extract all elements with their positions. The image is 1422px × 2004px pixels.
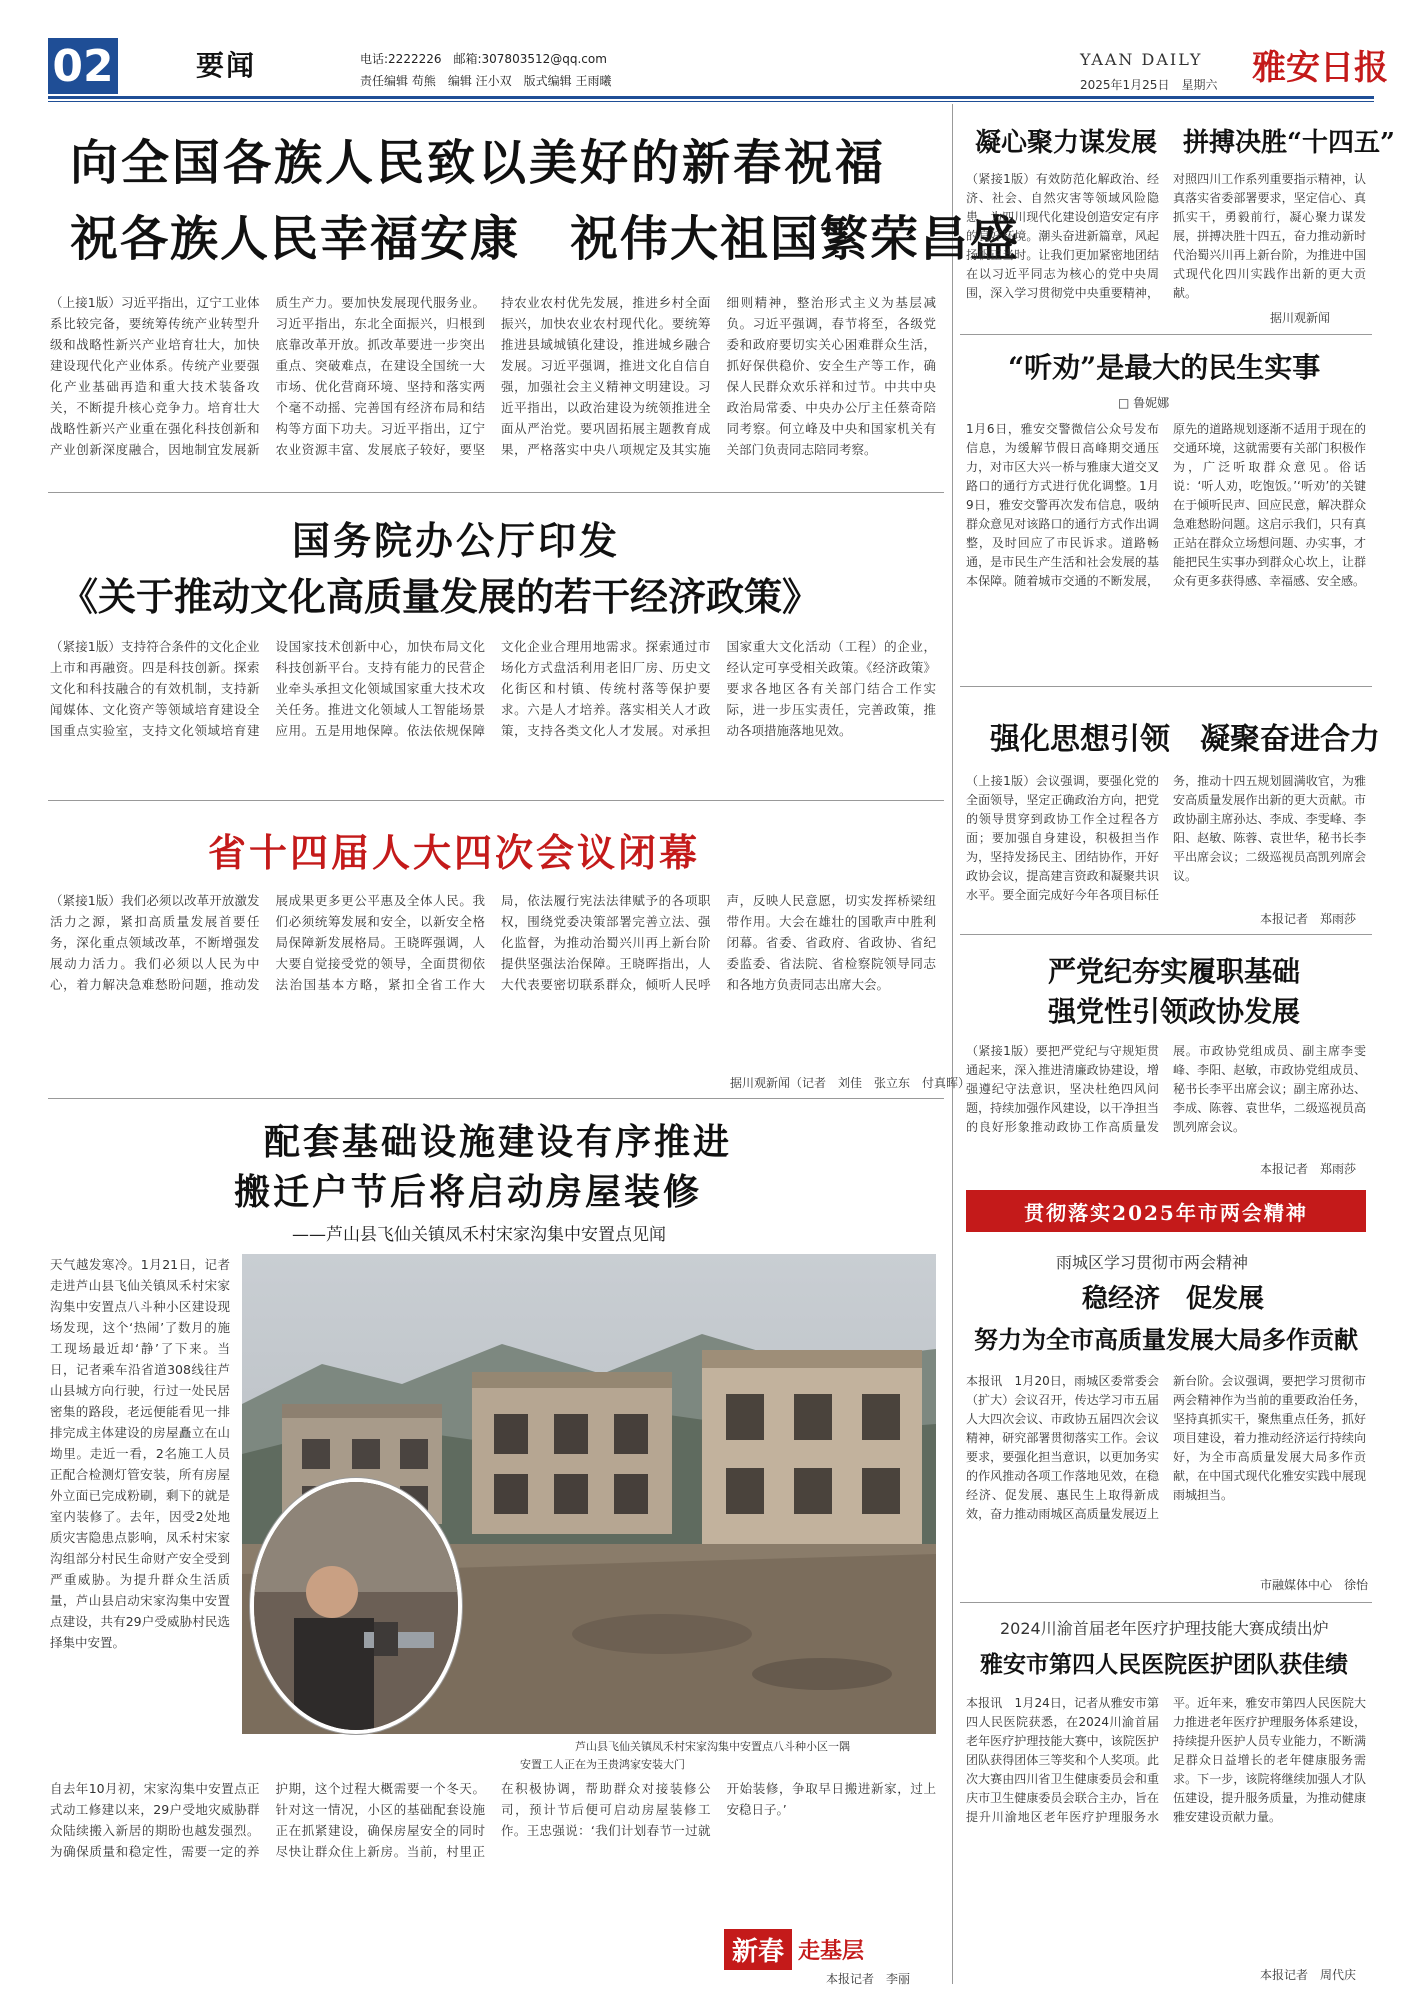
- qianghua-body: （上接1版）会议强调，要强化党的全面领导，坚定正确政治方向，把党的领导贯穿到政协工作全过程各方面；要加强自身建设，积极担当作为，坚持发扬民主、团结协作，开好政协会议，提高建言资政和凝聚共识水平。要全面完成好今年各项目标任务，推动十四五规划圆满收官，为雅安高质量发展作出新的更大贡献。市政协副主席孙达、李成、李雯峰、李阳、赵敏、陈蓉、袁世华，秘书长李平出席会议；二级巡视员高凯列席会议。: [966, 774, 1366, 902]
- qianghua-byline: 本报记者 郑雨莎: [1260, 912, 1357, 926]
- peitao-subtitle: ——芦山县飞仙关镇凤禾村宋家沟集中安置点见闻: [292, 1225, 666, 1245]
- header-rule-thin: [48, 101, 1374, 102]
- xinchun-stamp: [724, 1926, 924, 1972]
- column-divider: [952, 104, 953, 1984]
- divider: [960, 934, 1372, 935]
- wenjing-kicker: 雨城区学习贯彻市两会精神: [1056, 1253, 1249, 1272]
- wenjing-body: 本报讯 1月20日，雨城区委常委会（扩大）会议召开，传达学习市五届人大四次会议、市政协五届四次会议精神，研究部署贯彻落实工作。会议要求，要强化担当意识，以更加务实的作风推动各项工作落地见效，在稳经济、促发展、惠民生上取得新成效，奋力推动雨城区高质量发展迈上新台阶。会议强调，要把学习贯彻市两会精神作为当前的重要政治任务，坚持真抓实干，聚焦重点任务，抓好项目建设，着力推动经济运行持续向好，为全市高质量发展大局多作贡献，在中国式现代化雅安实践中展现雨城担当。: [966, 1374, 1366, 1521]
- stamp-label-1: 新春: [724, 1929, 792, 1970]
- paper-logo: 雅安日报: [1252, 48, 1388, 88]
- yandang-byline: 本报记者 郑雨莎: [1260, 1162, 1357, 1176]
- header-rule: [48, 96, 1374, 99]
- yiyuan-byline: 本报记者 周代庆: [1260, 1968, 1357, 1982]
- lead-title-1: 向全国各族人民致以美好的新春祝福: [70, 135, 887, 191]
- yiyuan-body: 本报讯 1月24日，记者从雅安市第四人民医院获悉，在2024川渝首届老年医疗护理技能大赛中，该院医护团队获得团体三等奖和个人奖项。此次大赛由四川省卫生健康委员会和重庆市卫生健康委员会联合主办，旨在提升川渝地区老年医疗护理服务水平。近年来，雅安市第四人民医院大力推进老年医疗护理服务体系建设，持续提升医护人员专业能力，不断满足群众日益增长的老年健康服务需求。下一步，该院将继续加强人才队伍建设，提升服务质量，为推动健康雅安建设贡献力量。: [966, 1696, 1366, 1824]
- contact-info: 电话:2222226 邮箱:307803512@qq.com: [360, 52, 607, 66]
- divider: [48, 800, 944, 801]
- yiyuan-title: 雅安市第四人民医院医护团队获佳绩: [980, 1651, 1348, 1678]
- peitao-title-2: 搬迁户节后将启动房屋装修: [234, 1171, 703, 1213]
- divider: [960, 334, 1372, 335]
- peitao-byline: 本报记者 李丽: [826, 1972, 911, 1986]
- wenjing-title-1: 稳经济 促发展: [1082, 1284, 1265, 1314]
- photo-caption-1: 芦山县飞仙关镇凤禾村宋家沟集中安置点八斗种小区一隅: [575, 1740, 850, 1753]
- editors-info: 责任编辑 苟熊 编辑 汪小双 版式编辑 王雨曦: [360, 74, 612, 88]
- right-top-body: （紧接1版）有效防范化解政治、经济、社会、自然灾害等领域风险隐患，为四川现代化建设创造安定有序的良好环境。潮头奋进新篇章，风起扬帆正当时。让我们更加紧密地团结在以习近平同志为核心的党中央周围，深入学习贯彻党中央重要精神，对照四川工作系列重要指示精神，认真落实省委部署要求，坚定信心、真抓实干，勇毅前行，凝心聚力谋发展，拼搏决胜十四五，奋力推动新时代治蜀兴川再上新台阶，为推进中国式现代化四川实践作出新的更大贡献。: [966, 172, 1366, 300]
- right-top-title: 凝心聚力谋发展 拼搏决胜“十四五”: [975, 128, 1395, 158]
- divider: [960, 1602, 1372, 1603]
- lead-title-2: 祝各族人民幸福安康 祝伟大祖国繁荣昌盛: [70, 211, 1021, 267]
- wenjing-title-2: 努力为全市高质量发展大局多作贡献: [974, 1325, 1358, 1354]
- issue-date: 2025年1月25日 星期六: [1080, 78, 1218, 92]
- guowuyuan-title-1: 国务院办公厅印发: [292, 518, 621, 563]
- guowuyuan-body: （紧接1版）支持符合条件的文化企业上市和再融资。四是科技创新。探索文化和科技融合的有效机制，支持新闻媒体、文化资产等领域培育建设全国重点实验室，支持文化领域培育建设国家技术创新中心，加快布局文化科技创新平台。支持有能力的民营企业牵头承担文化领域国家重大技术攻关任务。推进文化领域人工智能场景应用。五是用地保障。依法依规保障文化企业合理用地需求。探索通过市场化方式盘活利用老旧厂房、历史文化街区和村镇、传统村落等保护要求。六是人才培养。落实相关人才政策，支持各类文化人才发展。对承担国家重大文化活动（工程）的企业，经认定可享受相关政策。《经济政策》要求各地区各有关部门结合工作实际，进一步压实责任，完善政策，推动各项措施落地见效。: [50, 639, 936, 738]
- peitao-body-bottom: 自去年10月初，宋家沟集中安置点正式动工修建以来，29户受地灾威胁群众陆续搬入新居的期盼也越发强烈。为确保质量和稳定性，需要一定的养护期，这个过程大概需要一个冬天。针对这一情况，小区的基础配套设施正在抓紧建设，确保房屋安全的同时尽快让群众住上新房。当前，村里正在积极协调，帮助群众对接装修公司，预计节后便可启动房屋装修工作。王忠强说：‘我们计划春节一过就开始装修，争取早日搬进新家，过上安稳日子。’: [50, 1781, 936, 1859]
- yandang-title-1: 严党纪夯实履职基础: [1048, 955, 1301, 988]
- divider: [48, 1098, 944, 1099]
- renda-title: 省十四届人大四次会议闭幕: [208, 830, 701, 875]
- tingquan-body: 1月6日，雅安交警微信公众号发布信息，为缓解节假日高峰期交通压力，对市区大兴一桥与雅康大道交叉路口的通行方式进行优化调整。1月9日，雅安交警再次发布信息，吸纳群众意见对该路口的通行方式作出调整，及时回应了市民诉求。道路畅通，是市民生产生活和社会发展的基本保障。随着城市交通的不断发展，原先的道路规划逐渐不适用于现在的交通环境，这就需要有关部门积极作为，广泛听取群众意见。俗话说：‘听人劝，吃饱饭。’‘听劝’的关键在于倾听民声、回应民意，解决群众急难愁盼问题。这启示我们，只有真正站在群众立场想问题、办实事，才能把民生实事办到群众心坎上，让群众有更多获得感、幸福感、安全感。: [966, 422, 1366, 588]
- peitao-body-left: 天气越发寒冷。1月21日，记者走进芦山县飞仙关镇凤禾村宋家沟集中安置点八斗种小区建设现场发现，这个‘热闹’了数月的施工现场最近却‘静’了下来。当日，记者乘车沿省道308线往芦山县城方向行驶，行过一处民居密集的路段，老远便能看见一排排完成主体建设的房屋矗立在山坳里。走近一看，2名施工人员正配合检测灯管安装，所有房屋外立面已完成粉刷，剩下的就是室内装修了。去年，因受2处地质灾害隐患点影响，凤禾村宋家沟组部分村民生命财产安全受到严重威胁。为提升群众生活质量，芦山县启动宋家沟集中安置点建设，共有29户受威胁村民选择集中安置。: [50, 1257, 230, 1650]
- lead-body: （上接1版）习近平指出，辽宁工业体系比较完备，要统筹传统产业转型升级和战略性新兴产业培育壮大，加快建设现代化产业体系。传统产业要强化产业基础再造和重大技术装备攻关，不断提升核心竞争力。培育壮大战略性新兴产业重在强化科技创新和产业创新深度融合，因地制宜发展新质生产力。要加快发展现代服务业。习近平指出，东北全面振兴，归根到底靠改革开放。抓改革要进一步突出重点、突破难点，在建设全国统一大市场、优化营商环境、坚持和落实两个毫不动摇、完善国有经济布局和结构等方面下功夫。习近平指出，辽宁农业资源丰富、发展底子较好，要坚持农业农村优先发展，推进乡村全面振兴，加快农业农村现代化。要统筹推进县域城镇化建设，推进城乡融合发展。习近平强调，推进文化自信自强，加强社会主义精神文明建设。习近平指出，以政治建设为统领推进全面从严治党。要巩固拓展主题教育成果，严格落实中央八项规定及其实施细则精神，整治形式主义为基层减负。习近平强调，春节将至，各级党委和政府要切实关心困难群众生活，抓好保供稳价、安全生产等工作，确保人民群众欢乐祥和过节。中共中央政治局常委、中央办公厅主任蔡奇陪同考察。何立峰及中央和国家机关有关部门负责同志陪同考察。: [50, 295, 936, 457]
- yiyuan-kicker: 2024川渝首届老年医疗护理技能大赛成绩出炉: [1000, 1619, 1329, 1638]
- renda-byline: 据川观新闻（记者 刘佳 张立东 付真晖）: [730, 1076, 971, 1090]
- tingquan-author: □ 鲁妮娜: [1118, 396, 1170, 410]
- renda-body: （紧接1版）我们必须以改革开放激发活力之源，紧扣高质量发展首要任务，深化重点领域改革，不断增强发展动力活力。我们必须以人民为中心，着力解决急难愁盼问题，推动发展成果更多更公平惠及全体人民。我们必须统筹发展和安全，以新安全格局保障新发展格局。王晓晖强调，人大要自觉接受党的领导，全面贯彻依法治国基本方略，紧扣全省工作大局，依法履行宪法法律赋予的各项职权，围绕党委决策部署完善立法、强化监督，为推动治蜀兴川再上新台阶提供坚强法治保障。王晓晖指出，人大代表要密切联系群众，倾听人民呼声，反映人民意愿，切实发挥桥梁纽带作用。大会在雄壮的国歌声中胜利闭幕。省委、省政府、省政协、省纪委监委、省法院、省检察院领导同志和各地方负责同志出席大会。: [50, 893, 936, 992]
- worker-inset-photo: [250, 1478, 462, 1734]
- yandang-title-2: 强党性引领政协发展: [1048, 995, 1301, 1028]
- page-number: 02: [48, 38, 118, 94]
- divider: [960, 686, 1372, 687]
- peitao-title-1: 配套基础设施建设有序推进: [264, 1121, 733, 1163]
- paper-name-en: YAAN DAILY: [1080, 50, 1203, 69]
- wenjing-byline: 市融媒体中心 徐怡: [1260, 1578, 1369, 1592]
- qianghua-title: 强化思想引领 凝聚奋进合力: [990, 722, 1380, 757]
- photo-caption-2: 安置工人正在为王贵鸿家安装大门: [520, 1758, 685, 1771]
- yandang-body: （紧接1版）要把严党纪与守规矩贯通起来，深入推进清廉政协建设，增强遵纪守法意识，坚决杜绝四风问题，持续加强作风建设，以干净担当的良好形象推动政协工作高质量发展。市政协党组成员、副主席李雯峰、李阳、赵敏，市政协党组成员、秘书长李平出席会议；副主席孙达、李成、陈蓉、袁世华，二级巡视员高凯列席会议。: [966, 1044, 1366, 1134]
- section-banner: 贯彻落实2025年市两会精神: [966, 1190, 1366, 1232]
- right-top-byline: 据川观新闻: [1270, 311, 1331, 325]
- tingquan-title: “听劝”是最大的民生实事: [1008, 351, 1321, 384]
- guowuyuan-title-2: 《关于推动文化高质量发展的若干经济政策》: [60, 574, 821, 619]
- stamp-label-2: 走基层: [798, 1937, 865, 1964]
- section-title: 要闻: [196, 49, 257, 82]
- divider: [48, 492, 944, 493]
